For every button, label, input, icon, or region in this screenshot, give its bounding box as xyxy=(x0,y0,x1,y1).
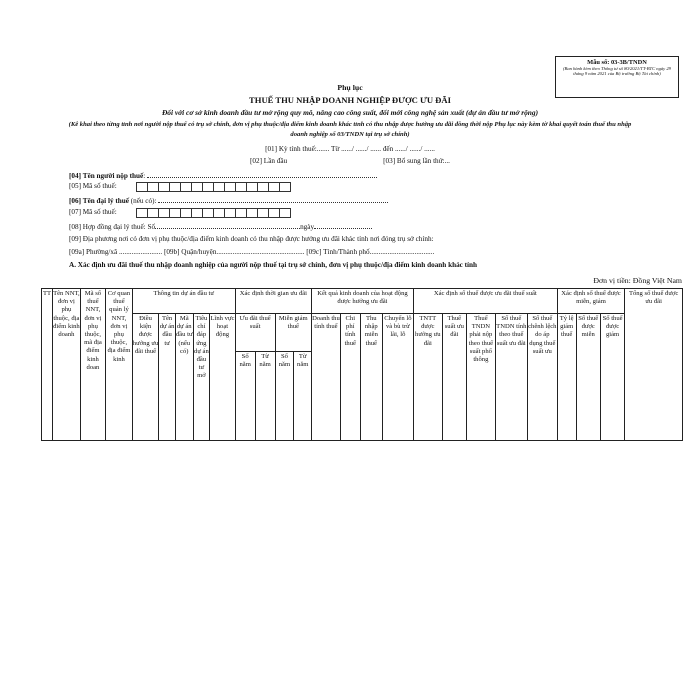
taxpayer-name-row: [04] Tên người nộp thuế: xyxy=(69,170,377,180)
group-project-info: Thông tin dự án đầu tư xyxy=(132,289,235,314)
col-exemption: Miễn giảm thuế xyxy=(275,314,312,352)
col-tax-code: Mã số thuế NNT, đơn vị phụ thuộc, mã địa điểm kinh doan xyxy=(80,289,105,441)
tax-agent-input[interactable] xyxy=(158,195,388,203)
col-condition: Điều kiện được hưởng ưu đãi thuế xyxy=(132,314,159,441)
document-title: THUẾ THU NHẬP DOANH NGHIỆP ĐƯỢC ƯU ĐÃI xyxy=(249,95,451,105)
tax-code-cells[interactable] xyxy=(137,182,291,192)
col-incentive-rate: Thuế suất ưu đãi xyxy=(442,314,466,441)
col-standard-tax: Thuế TNDN phải nộp theo thuế suất phổ thông xyxy=(466,314,495,441)
col-exempt-amount: Số thuế được miễn xyxy=(576,314,600,441)
contract-number-input[interactable] xyxy=(155,221,300,229)
form-legal-note: (Ban hành kèm theo Thông tư số 80/2021/TT-BTC ngày 29 tháng 9 năm 2021 của Bộ trưởng Bộ Tài chính) xyxy=(563,66,671,77)
col-exempt-from-year: Từ năm xyxy=(294,352,312,441)
form-code: Mẫu số: 03-3B/TNDN xyxy=(587,59,647,66)
col-revenue: Doanh thu tính thuế xyxy=(312,314,341,441)
field-04-code: [04] xyxy=(69,172,81,180)
tax-period-field[interactable]: [01] Kỳ tính thuế:....... Từ ....../ ....../ ...... đến ....../ ....../ ...... xyxy=(265,145,435,153)
location-row xyxy=(69,248,434,256)
declaration-type xyxy=(40,157,660,165)
currency-unit: Đơn vị tiền: Đồng Việt Nam xyxy=(593,276,682,285)
col-reduction-rate: Tỷ lệ giảm thuế xyxy=(557,314,576,441)
col-incentive-tax: Số thuế TNDN tính theo thuế suất ưu đãi xyxy=(495,314,527,441)
col-criteria: Tiêu chí đáp ứng dự án đầu tư mở xyxy=(193,314,210,441)
appendix-label: Phụ lục xyxy=(337,83,363,92)
col-exempt-income: Thu nhập miễn thuế xyxy=(360,314,382,441)
district-field[interactable]: [09b] Quận/huyện................................................. xyxy=(163,248,305,256)
col-taxable-income: TNTT được hưởng ưu đãi xyxy=(413,314,442,441)
field-08-date-label: ngày xyxy=(300,223,315,231)
col-project-name: Tên dự án đầu tư xyxy=(159,314,176,441)
group-tax-rate-incentive: Xác định số thuế được ưu đãi thuế suất xyxy=(413,289,557,314)
field-08-label: [08] Hợp đồng đại lý thuế: Số xyxy=(69,223,156,231)
group-incentive-period: Xác định thời gian ưu đãi xyxy=(235,289,311,314)
contract-date-input[interactable] xyxy=(314,221,372,229)
supplement-option[interactable]: [03] Bổ sung lần thứ:... xyxy=(383,157,450,165)
col-total-incentive: Tổng số thuế được ưu đãi xyxy=(625,289,683,441)
col-rate-years: Số năm xyxy=(235,352,255,441)
col-tax-office: Cơ quan thuế quản lý NNT, đơn vị phụ thuộc, địa điểm kinh xyxy=(106,289,133,441)
col-tax-difference: Số thuế chênh lệch do áp dụng thuế suất ưu xyxy=(527,314,557,441)
group-exemption-reduction: Xác định số thuế được miễn, giảm xyxy=(557,289,625,314)
document-subtitle: Đối với cơ sở kinh doanh đầu tư mở rộng quy mô, nâng cao công suất, đổi mới công nghệ sản xuất (dự án đầu tư mở rộng) xyxy=(161,108,539,117)
field-07-label: [07] Mã số thuế: xyxy=(69,208,117,216)
col-project-code: Mã dự án đầu tư (nếu có) xyxy=(175,314,193,441)
taxpayer-name-input[interactable] xyxy=(147,170,377,178)
field-09-label: [09] Địa phương nơi có đơn vị phụ thuộc/địa điểm kinh doanh có thu nhập được hưởng ưu đãi khác tỉnh nơi đóng trụ sở chính: xyxy=(69,235,434,243)
col-loss-transfer: Chuyển lỗ và bù trừ lãi, lỗ xyxy=(382,314,413,441)
field-06-label: Tên đại lý thuế xyxy=(82,197,129,205)
province-field[interactable]: [09c] Tỉnh/Thành phố.................................... xyxy=(306,248,435,256)
agent-tax-code-cells[interactable] xyxy=(137,208,291,218)
col-reduced-amount: Số thuế được giảm xyxy=(600,314,624,441)
field-06-code: [06] xyxy=(69,197,81,205)
first-time-option[interactable]: [02] Lần đầu xyxy=(250,157,288,165)
field-06-note: (nếu có): xyxy=(130,197,157,205)
agent-contract-row xyxy=(69,221,372,231)
group-business-result: Kết quả kinh doanh của hoạt động được hưởng ưu đãi xyxy=(312,289,414,314)
field-05-label: [05] Mã số thuế: xyxy=(69,182,117,190)
instruction-note: (Kê khai theo từng tỉnh nơi người nộp thuế có trụ sở chính, đơn vị phụ thuộc/địa điểm kinh doanh khác tỉnh có thu nhập được hưởng ưu đãi đồng thời nộp Phụ lục này kèm tờ khai quyết toán thuế thu nhập doanh nghiệp số 03/TNDN tại trụ sở chính) xyxy=(68,121,632,138)
section-a-heading: A. Xác định ưu đãi thuế thu nhập doanh nghiệp của người nộp thuế tại trụ sở chính, đơn vị phụ thuộc/địa điểm kinh doanh khác tỉnh xyxy=(69,261,478,269)
col-tt: TT xyxy=(42,289,53,441)
field-04-label: Tên người nộp thuế xyxy=(82,172,144,180)
col-taxpayer-name: Tên NNT, đơn vị phụ thuộc, địa điểm kinh doanh xyxy=(53,289,81,441)
col-business-field: Lĩnh vực hoạt động xyxy=(210,314,236,441)
col-rate-incentive: Ưu đãi thuế suất xyxy=(235,314,275,352)
col-exempt-years: Số năm xyxy=(275,352,294,441)
col-rate-from-year: Từ năm xyxy=(255,352,275,441)
incentive-table xyxy=(41,288,683,441)
tax-agent-row xyxy=(69,195,388,205)
col-expense: Chi phí tính thuế xyxy=(340,314,360,441)
ward-field[interactable]: [09a] Phường/xã ........................ xyxy=(69,248,163,256)
